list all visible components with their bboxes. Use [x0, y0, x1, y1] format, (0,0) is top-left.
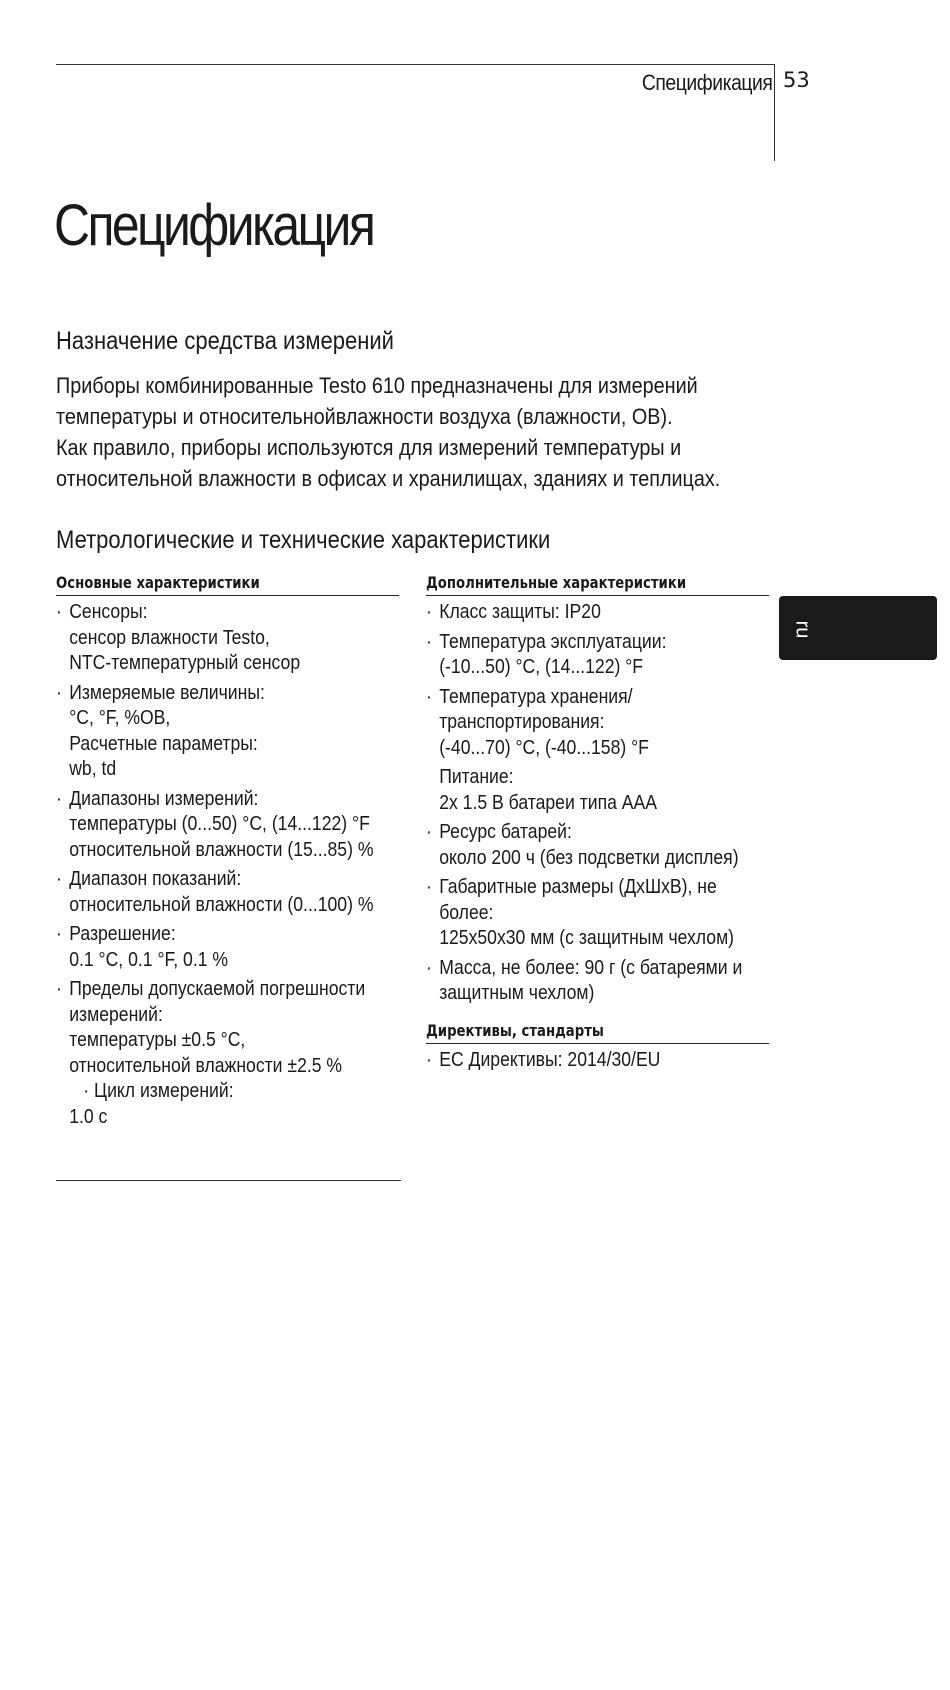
bullet: ·: [426, 876, 432, 898]
spec-item: [426, 685, 779, 762]
spec-item: [56, 867, 409, 918]
directives-list: [426, 1048, 771, 1074]
spec-line: wb, td: [69, 758, 117, 780]
language-tab[interactable]: [779, 596, 937, 660]
additional-characteristics-list: [426, 600, 771, 1007]
spec-line: Масса, не более: 90 г (с батареями и: [439, 956, 743, 979]
column-heading: Основные характеристики: [56, 573, 399, 596]
bullet: ·: [426, 821, 432, 843]
spec-line: Расчетные параметры:: [69, 732, 258, 755]
spec-item: [426, 630, 779, 681]
spec-line: сенсор влажности Testo,: [69, 626, 270, 649]
bullet: ·: [426, 685, 432, 708]
intro-line: температуры и относительнойвлажности воздуха (влажности, ОВ).: [56, 404, 673, 429]
section-heading-characteristics: Метрологические и технические характеристики: [56, 526, 551, 554]
bullet: ·: [56, 681, 62, 704]
sub-item: [69, 1079, 409, 1105]
spec-line: Диапазоны измерений:: [69, 787, 259, 810]
header-vertical-rule: [774, 64, 775, 161]
spec-line: 125х50х30 мм (с защитным чехлом): [439, 927, 735, 949]
running-title: Спецификация: [641, 70, 772, 95]
spec-line: ЕС Директивы: 2014/30/EU: [439, 1048, 661, 1071]
intro-text: [56, 370, 740, 494]
spec-item: [56, 600, 409, 677]
spec-line: Температура эксплуатации:: [439, 630, 667, 653]
spec-line: более:: [439, 901, 494, 924]
spec-line: относительной влажности ±2.5 %: [69, 1054, 343, 1077]
spec-line: температуры (0...50) °С, (14...122) °F: [69, 813, 370, 835]
spec-line: 1.0 с: [69, 1105, 108, 1128]
intro-line: Как правило, приборы используются для измерений температуры и: [56, 435, 682, 460]
page-number: 53: [783, 68, 810, 92]
spec-line: Пределы допускаемой погрешности: [69, 978, 366, 1000]
main-characteristics-column: [56, 573, 401, 1134]
spec-item: [426, 600, 779, 626]
spec-line: 2х 1.5 В батареи типа ААА: [439, 791, 658, 814]
spec-line: NTC-температурный сенсор: [69, 652, 301, 674]
column-heading: Дополнительные характеристики: [426, 573, 769, 596]
spec-line: °С, °F, %ОВ,: [69, 707, 171, 729]
spec-line: температуры ±0.5 °С,: [69, 1029, 246, 1051]
bullet: ·: [83, 1080, 90, 1102]
main-characteristics-list: [56, 600, 401, 1130]
spec-line: Разрешение:: [69, 923, 176, 945]
spec-line: Класс защиты: IP20: [439, 601, 601, 623]
spec-item: [56, 922, 409, 973]
additional-characteristics-column: [426, 573, 771, 1077]
intro-line: Приборы комбинированные Testo 610 предназначены для измерений: [56, 373, 698, 398]
spec-line: Ресурс батарей:: [439, 821, 572, 843]
spec-item: [426, 765, 779, 816]
spec-line: относительной влажности (15...85) %: [69, 838, 374, 861]
spec-line: Питание:: [439, 766, 514, 788]
bullet: ·: [426, 630, 432, 653]
language-tab-label: ru: [791, 620, 814, 639]
section-heading-purpose: Назначение средства измерений: [56, 327, 394, 355]
spec-line: около 200 ч (без подсветки дисплея): [439, 846, 739, 869]
spec-line: Цикл измерений:: [94, 1080, 234, 1102]
spec-line: Измеряемые величины:: [69, 681, 265, 704]
bullet: ·: [56, 787, 62, 810]
spec-item: [426, 820, 779, 871]
spec-line: транспортирования:: [439, 711, 605, 733]
bullet: ·: [426, 1048, 432, 1071]
intro-line: относительной влажности в офисах и хранилищах, зданиях и теплицах.: [56, 466, 721, 491]
bullet: ·: [56, 978, 62, 1000]
spec-item: [56, 787, 409, 864]
spec-line: Температура хранения/: [439, 685, 633, 708]
bullet: ·: [426, 601, 432, 623]
spec-line: защитным чехлом): [439, 982, 595, 1004]
page-title: Спецификация: [54, 193, 374, 258]
header-rule: [56, 64, 775, 65]
bullet: ·: [56, 601, 62, 623]
spec-line: Диапазон показаний:: [69, 868, 242, 890]
spec-line: 0.1 °С, 0.1 °F, 0.1 %: [69, 948, 229, 971]
bullet: ·: [56, 923, 62, 945]
spec-item: [426, 1048, 779, 1074]
column-end-rule: [56, 1180, 401, 1181]
spec-item: [426, 875, 779, 952]
directives-heading: Директивы, стандарты: [426, 1021, 769, 1044]
bullet: ·: [56, 868, 62, 890]
spec-line: (-10...50) °С, (14...122) °F: [439, 656, 644, 678]
spec-line: измерений:: [69, 1003, 163, 1026]
spec-line: Габаритные размеры (ДхШхВ), не: [439, 876, 717, 898]
bullet: ·: [426, 956, 432, 979]
spec-line: (-40...70) °С, (-40...158) °F: [439, 736, 649, 759]
spec-line: относительной влажности (0...100) %: [69, 893, 374, 916]
spec-line: Сенсоры:: [69, 601, 148, 623]
spec-item: [56, 977, 409, 1130]
spec-item: [426, 956, 779, 1007]
spec-item: [56, 681, 409, 783]
